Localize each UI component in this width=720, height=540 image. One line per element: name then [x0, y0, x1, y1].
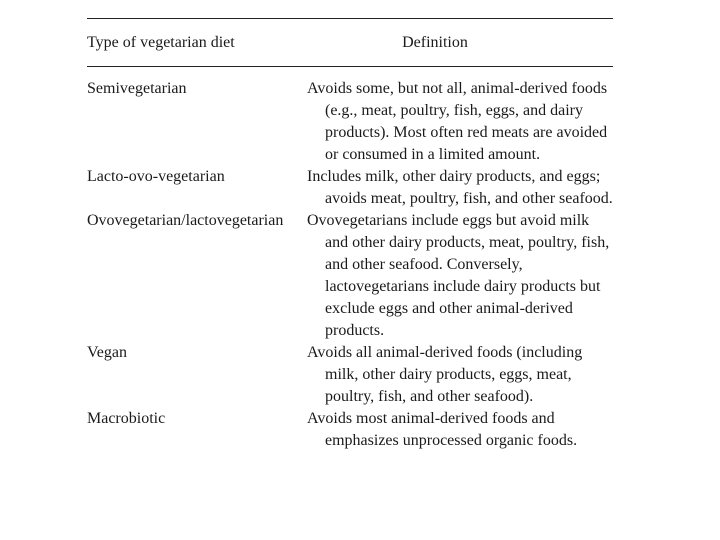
diet-type: Ovovegetarian/lactovegetarian [87, 212, 284, 229]
header-type: Type of vegetarian diet [87, 34, 235, 51]
diet-type: Semivegetarian [87, 80, 187, 97]
diet-type: Macrobiotic [87, 410, 166, 427]
table-top-rule [87, 18, 613, 19]
table-row [87, 342, 613, 408]
table-row [87, 408, 613, 452]
diet-type: Vegan [87, 344, 127, 361]
table-header-row [87, 32, 613, 54]
table-row [87, 78, 613, 166]
header-definition: Definition [402, 34, 468, 51]
vegetarian-diet-table [87, 18, 613, 452]
diet-definition: Avoids most animal-derived foods and emphasizes unprocessed organic foods. [307, 410, 578, 449]
diet-definition: Avoids some, but not all, animal-derived foods (e.g., meat, poultry, fish, eggs, and dairy products). Most often red meats are avoided or consumed in a limited amount. [307, 80, 608, 163]
diet-definition: Includes milk, other dairy products, and eggs; avoids meat, poultry, fish, and other seafood. [307, 168, 613, 207]
table-row [87, 210, 613, 342]
diet-definition: Avoids all animal-derived foods (including milk, other dairy products, eggs, meat, poultry, fish, and other seafood). [307, 344, 583, 405]
table-header-rule [87, 66, 613, 67]
table-row [87, 166, 613, 210]
diet-definition: Ovovegetarians include eggs but avoid milk and other dairy products, meat, poultry, fish, and other seafood. Conversely, lactovegetarians include dairy products but exclude eggs and other animal-derived products. [307, 212, 610, 339]
diet-type: Lacto-ovo-vegetarian [87, 168, 225, 185]
